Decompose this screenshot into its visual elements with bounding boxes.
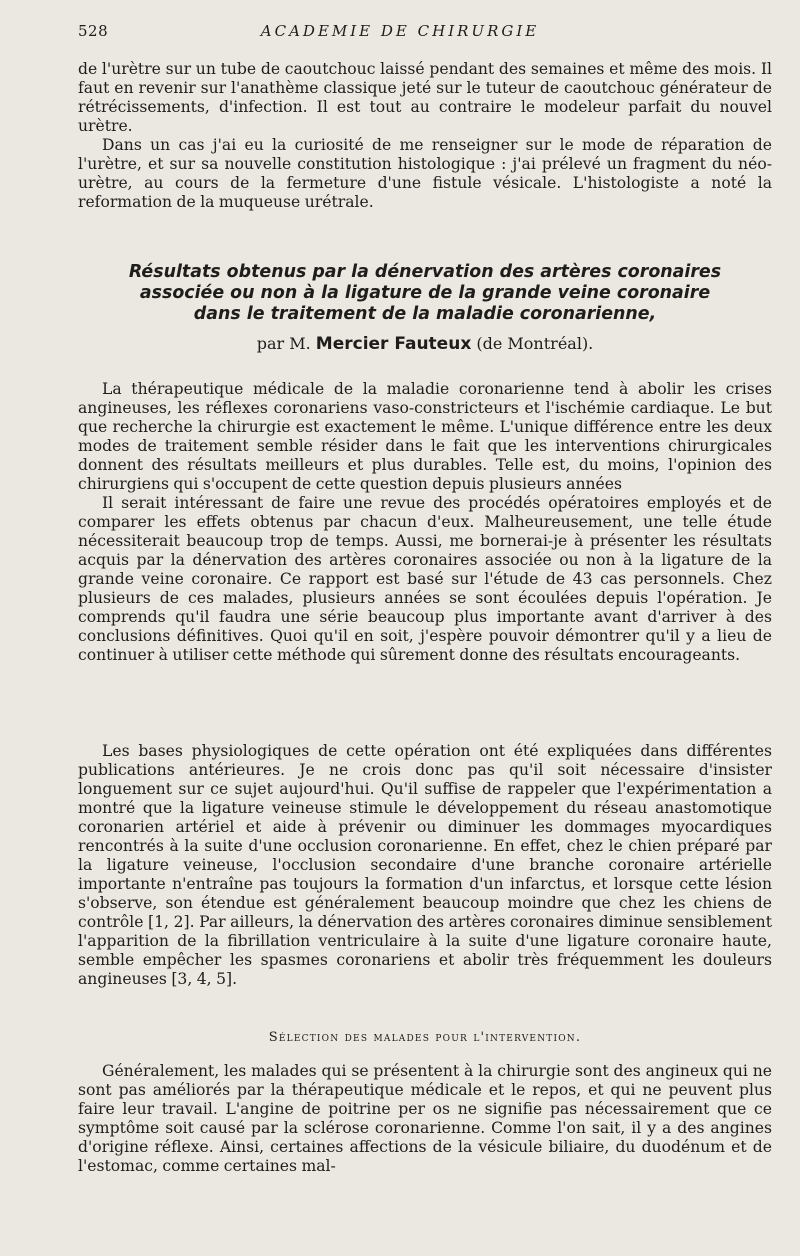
author-affiliation: (de Montréal). [476, 334, 594, 353]
selection-section [78, 1062, 772, 1176]
body-paragraph: La thérapeutique médicale de la maladie coronarienne tend à abolir les crises angineuses, les réflexes coronariens vaso-constricteurs et l'ischémie cardiaque. Le but que recherche la chirurgie est exactement le même. L'unique différence entre les deux modes de traitement semble résider dans le fait que les interventions chirurgicales donnent des résultats meilleurs et plus durables. Telle est, du moins, l'opinion des chirurgiens qui s'occupent de cette question depuis plusieurs années [78, 380, 772, 493]
running-header [0, 22, 800, 46]
author-name: Mercier Fauteux [315, 334, 472, 354]
byline [78, 334, 772, 354]
section-heading: Sélection des malades pour l'intervention. [268, 1030, 582, 1045]
article-title-line: Résultats obtenus par la dénervation des artères coronaires [128, 262, 722, 282]
article-title-line: dans le traitement de la maladie coronarienne, [193, 304, 657, 324]
physiology-section [78, 742, 772, 989]
byline-prefix: par M. [256, 334, 311, 353]
page-number: 528 [78, 22, 109, 40]
journal-title: ACADEMIE DE CHIRURGIE [260, 22, 540, 40]
introduction-section [78, 380, 772, 665]
body-paragraph: de l'urètre sur un tube de caoutchouc laissé pendant des semaines et même des mois. Il faut en revenir sur l'anathème classique jeté sur le tuteur de caoutchouc générateur de rétrécissements, d'infection. Il est tout au contraire le modeleur parfait du nouvel urètre. [78, 60, 772, 135]
previous-article-ending [78, 60, 772, 212]
article-title-line: associée ou non à la ligature de la grande veine coronaire [139, 283, 711, 303]
body-paragraph: Les bases physiologiques de cette opération ont été expliquées dans différentes publications antérieures. Je ne crois donc pas qu'il soit nécessaire d'insister longuement sur ce sujet aujourd'hui. Qu'il suffise de rappeler que l'expérimentation a montré que la ligature veineuse stimule le développement du réseau anastomotique coronarien artériel et aide à prévenir ou diminuer les dommages myocardiques rencontrés à la suite d'une occlusion coronarienne. En effet, chez le chien préparé par la ligature veineuse, l'occlusion secondaire d'une branche coronaire artérielle importante n'entraîne pas toujours la formation d'un infarctus, et lorsque cette lésion s'observe, son étendue est généralement beaucoup moindre que chez les chiens de contrôle [1, 2]. Par ailleurs, la dénervation des artères coronaires diminue sensiblement l'apparition de la fibrillation ventriculaire à la suite d'une ligature coronaire haute, semble empêcher les spasmes coronariens et abolir très fréquemment les douleurs angineuses [3, 4, 5]. [78, 742, 772, 988]
body-paragraph: Généralement, les malades qui se présentent à la chirurgie sont des angineux qui ne sont pas améliorés par la thérapeutique médicale et le repos, et qui ne peuvent plus faire leur travail. L'angine de poitrine per os ne signifie pas nécessairement que ce symptôme soit causé par la sclérose coronarienne. Comme l'on sait, il y a des angines d'origine réflexe. Ainsi, certaines affections de la vésicule biliaire, du duodénum et de l'estomac, comme certaines mal- [78, 1062, 772, 1175]
body-paragraph: Il serait intéressant de faire une revue des procédés opératoires employés et de comparer les effets obtenus par chacun d'eux. Malheureusement, une telle étude nécessiterait beaucoup trop de temps. Aussi, me bornerai-je à présenter les résultats acquis par la dénervation des artères coronaires associée ou non à la ligature de la grande veine coronaire. Ce rapport est basé sur l'étude de 43 cas personnels. Chez plusieurs de ces malades, plusieurs années se sont écoulées depuis l'opération. Je comprends qu'il faudra une série beaucoup plus importante avant d'arriver à des conclusions définitives. Quoi qu'il en soit, j'espère pouvoir démontrer qu'il y a lieu de continuer à utiliser cette méthode qui sûrement donne des résultats encourageants. [78, 494, 772, 664]
body-paragraph: Dans un cas j'ai eu la curiosité de me renseigner sur le mode de réparation de l'urètre, et sur sa nouvelle constitution histologique : j'ai prélevé un fragment du néo-urètre, au cours de la fermeture d'une fistule vésicale. L'histologiste a noté la reformation de la muqueuse urétrale. [78, 136, 772, 211]
article-title [78, 262, 772, 325]
